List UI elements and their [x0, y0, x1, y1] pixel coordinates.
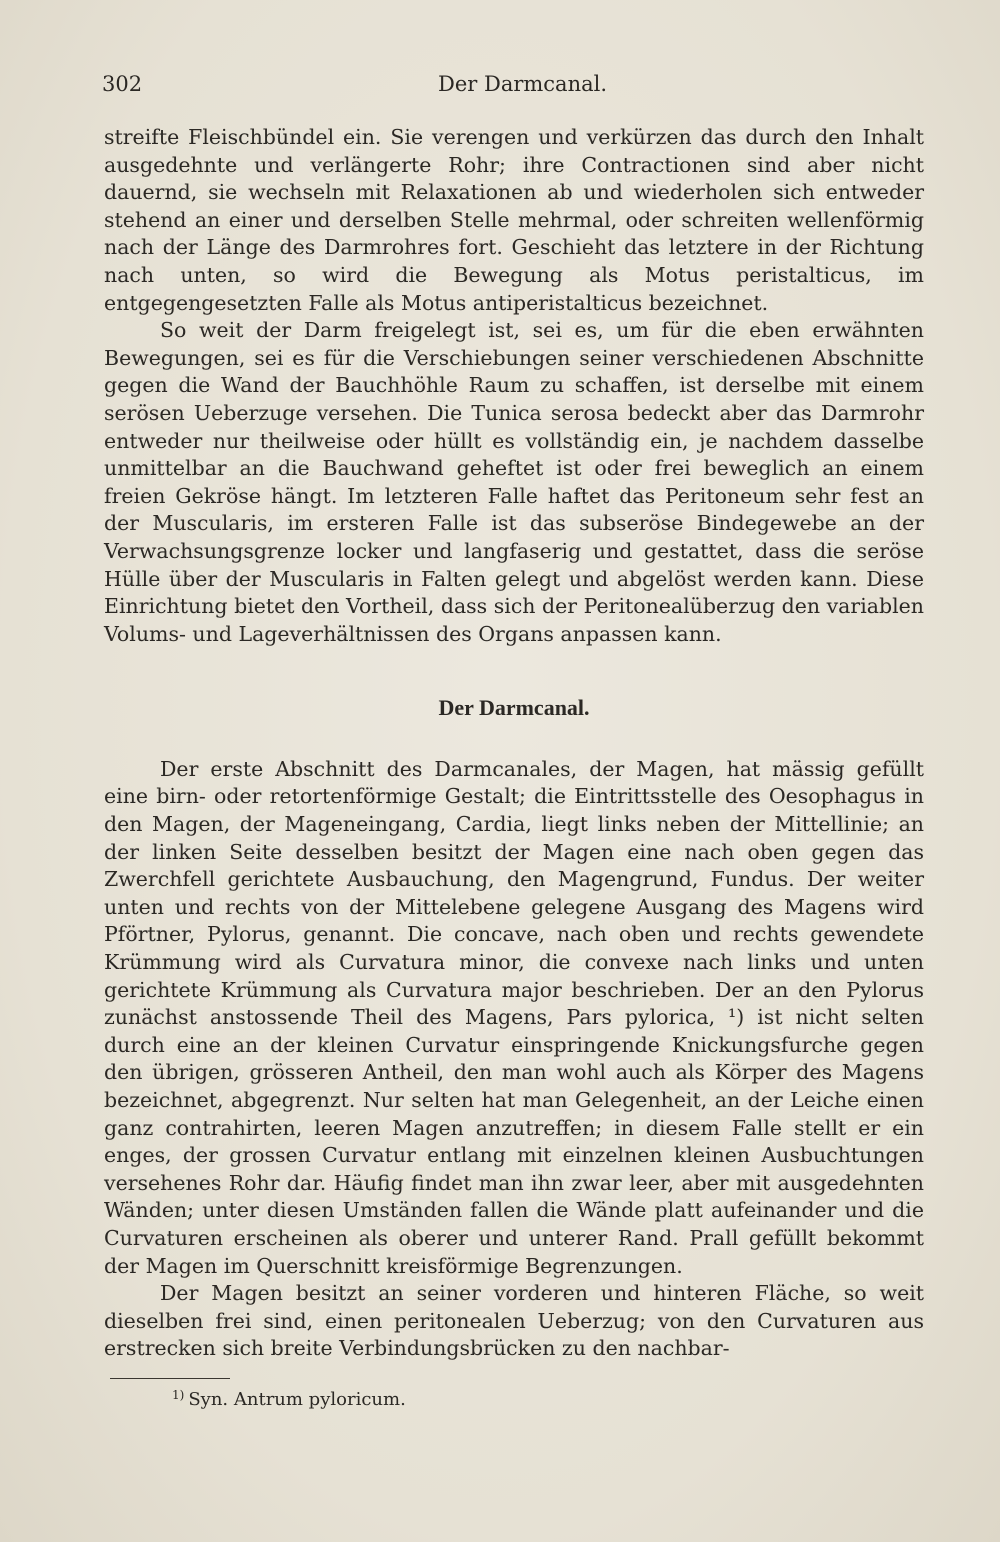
page-body — [104, 124, 924, 1363]
footnote-divider — [110, 1378, 230, 1379]
paragraph: Der Magen besitzt an seiner vorderen und hinteren Fläche, so weit dieselben frei sind, einen peritonealen Ueberzug; von den Curvaturen aus erstrecken sich breite Verbindungsbrücken zu den nachbar- — [104, 1281, 924, 1361]
page-number: 302 — [102, 72, 143, 96]
page-header — [102, 72, 924, 108]
section-heading: Der Darmcanal. — [438, 695, 590, 721]
paragraph: Der erste Abschnitt des Darmcanales, der Magen, hat mässig gefüllt eine birn- oder retortenförmige Gestalt; die Eintrittsstelle des Oesophagus in den Magen, der Mageneingang, Cardia, liegt links neben der Mittellinie; an der linken Seite desselben besitzt der Magen eine nach oben gegen das Zwerchfell gerichtete Ausbauchung, den Magengrund, Fundus. Der weiter unten und rechts von der Mittelebene gelegene Ausgang des Magens wird Pförtner, Pylorus, genannt. Die concave, nach oben und rechts gewendete Krümmung wird als Curvatura minor, die convexe nach links und unten gerichtete Krümmung als Curvatura major beschrieben. Der an den Pylorus zunächst anstossende Theil des Magens, Pars pylorica, ¹) ist nicht selten durch eine an der kleinen Curvatur einspringende Knickungsfurche gegen den übrigen, grösseren Antheil, den man wohl auch als Körper des Magens bezeichnet, abgegrenzt. Nur selten hat man Gelegenheit, an der Leiche einen ganz contrahirten, leeren Magen anzutreffen; in diesem Falle stellt er ein enges, der grossen Curvatur entlang mit einzelnen kleinen Ausbuchtungen versehenes Rohr dar. Häufig findet man ihn zwar leer, aber mit ausgedehnten Wänden; unter diesen Umständen fallen die Wände platt aufeinander und die Curvaturen erscheinen als oberer und unterer Rand. Prall gefüllt bekommt der Magen im Querschnitt kreisförmige Begrenzungen. — [104, 756, 924, 1278]
paragraph: streifte Fleischbündel ein. Sie verengen und verkürzen das durch den Inhalt ausgedehnte und verlängerte Rohr; ihre Contractionen sind aber nicht dauernd, sie wechseln mit Relaxationen ab und wiederholen sich entweder stehend an einer und derselben Stelle mehrmal, oder schreiten wellenförmig nach der Länge des Darmrohres fort. Geschieht das letztere in der Richtung nach unten, so wird die Bewegung als Motus peristalticus, im entgegengesetzten Falle als Motus antiperistalticus bezeichnet. — [104, 125, 924, 315]
paragraph: So weit der Darm freigelegt ist, sei es, um für die eben erwähnten Bewegungen, sei es für die Verschiebungen seiner verschiedenen Abschnitte gegen die Wand der Bauchhöhle Raum zu schaffen, ist derselbe mit einem serösen Ueberzuge versehen. Die Tunica serosa bedeckt aber das Darmrohr entweder nur theilweise oder hüllt es vollständig ein, je nachdem dasselbe unmittelbar an die Bauchwand geheftet ist oder frei beweglich an einem freien Gekröse hängt. Im letzteren Falle haftet das Peritoneum sehr fest an der Muscularis, im ersteren Falle ist das subseröse Bindegewebe an der Verwachsungsgrenze locker und langfaserig und gestattet, dass die seröse Hülle über der Muscularis in Falten gelegt und abgelöst werden kann. Diese Einrichtung bietet den Vortheil, dass sich der Peritonealüberzug den variablen Volums- und Lageverhältnissen des Organs anpassen kann. — [104, 318, 924, 646]
footnote-text: Syn. Antrum pyloricum. — [188, 1389, 406, 1410]
footnote — [172, 1388, 406, 1410]
running-title: Der Darmcanal. — [438, 72, 608, 96]
footnote-marker: 1) — [172, 1388, 185, 1402]
